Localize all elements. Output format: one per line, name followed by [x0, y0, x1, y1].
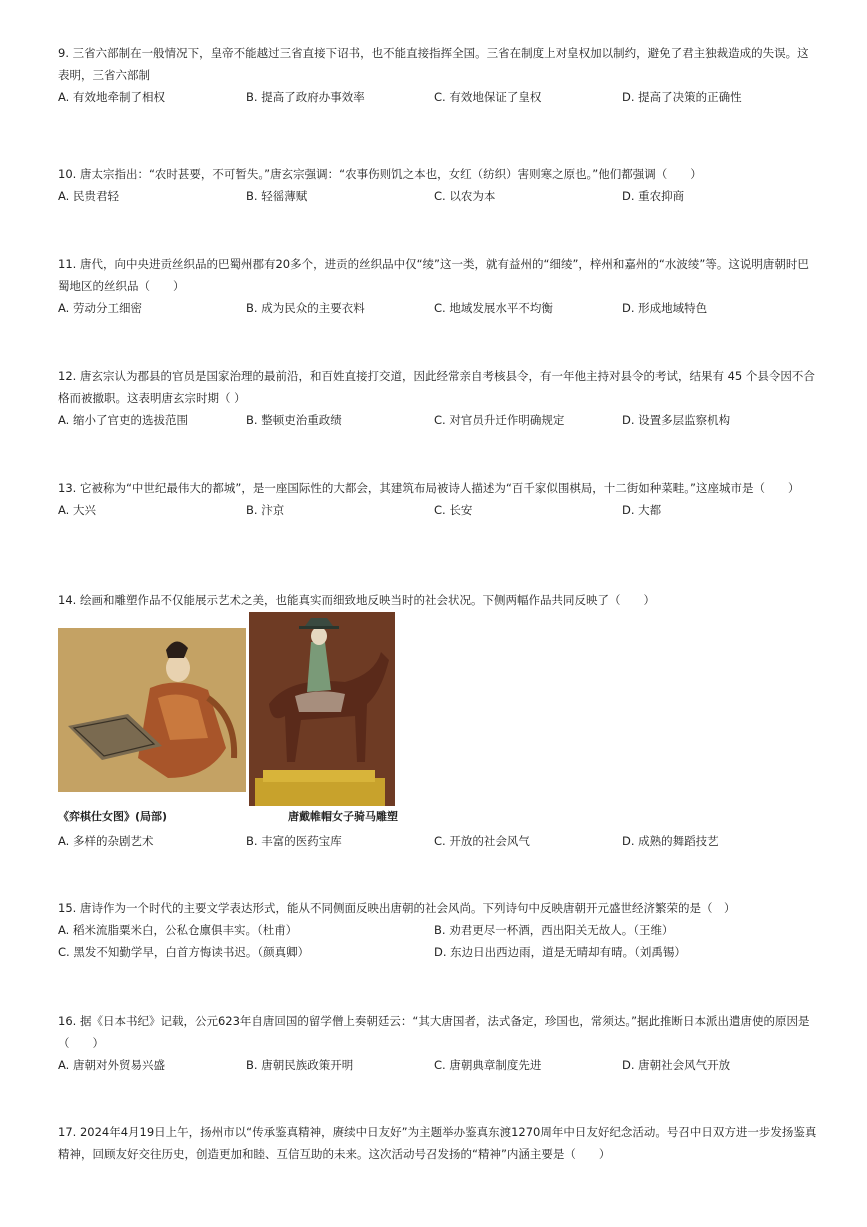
question-14-options	[58, 830, 818, 852]
question-stem: 10. 唐太宗指出：“农时甚要，不可暂失。”唐玄宗强调：“农事伤则饥之本也，女红（纺织）害则寒之原也。”他们都强调（ ）	[58, 167, 702, 181]
options-row	[58, 499, 818, 521]
question-14	[58, 589, 818, 611]
options-row	[58, 941, 818, 963]
question-stem: 12. 唐玄宗认为郡县的官员是国家治理的最前沿，和百姓直接打交道，因此经常亲自考核县令，有一年他主持对县令的考试，结果有 45 个县令因不合格而被撤职。这表明唐玄宗时期（ ）	[58, 369, 815, 405]
option-b[interactable]: B. 汴京	[246, 503, 285, 517]
question-13	[58, 477, 818, 521]
option-a[interactable]: A. 唐朝对外贸易兴盛	[58, 1058, 165, 1072]
question-16	[58, 1010, 818, 1076]
option-d[interactable]: D. 成熟的舞蹈技艺	[622, 834, 719, 848]
option-a[interactable]: A. 多样的杂剧艺术	[58, 834, 154, 848]
option-d[interactable]: D. 东边日出西边雨，道是无晴却有晴。（刘禹锡）	[434, 945, 686, 959]
option-c[interactable]: C. 有效地保证了皇权	[434, 90, 542, 104]
option-c[interactable]: C. 开放的社会风气	[434, 834, 530, 848]
question-stem: 14. 绘画和雕塑作品不仅能展示艺术之美，也能真实而细致地反映当时的社会状况。下侧两幅作品共同反映了（ ）	[58, 593, 655, 607]
option-d[interactable]: D. 重农抑商	[622, 189, 685, 203]
options-row	[58, 409, 818, 431]
question-9	[58, 42, 818, 108]
option-c[interactable]: C. 对官员升迁作明确规定	[434, 413, 565, 427]
option-c[interactable]: C. 以农为本	[434, 189, 496, 203]
option-d[interactable]: D. 形成地域特色	[622, 301, 708, 315]
options-row	[58, 185, 818, 207]
option-b[interactable]: B. 唐朝民族政策开明	[246, 1058, 354, 1072]
options-row	[58, 919, 818, 941]
option-c[interactable]: C. 地域发展水平不均衡	[434, 301, 553, 315]
sculpture-image	[249, 612, 395, 806]
option-b[interactable]: B. 成为民众的主要衣料	[246, 301, 365, 315]
option-a[interactable]: A. 大兴	[58, 503, 96, 517]
option-b[interactable]: B. 整顿吏治重政绩	[246, 413, 342, 427]
question-17	[58, 1121, 818, 1165]
option-d[interactable]: D. 提高了决策的正确性	[622, 90, 742, 104]
option-a[interactable]: A. 劳动分工细密	[58, 301, 142, 315]
question-12	[58, 365, 818, 431]
question-stem: 16. 据《日本书纪》记载，公元623年自唐回国的留学僧上奏朝廷云：“其大唐国者，法式备定，珍国也，常须达。”据此推断日本派出遣唐使的原因是（ ）	[58, 1014, 810, 1050]
option-c[interactable]: C. 黑发不知勤学早，白首方悔读书迟。（颜真卿）	[58, 945, 310, 959]
question-stem: 11. 唐代，向中央进贡丝织品的巴蜀州郡有20多个，进贡的丝织品中仅“绫”这一类，就有益州的“细绫”，梓州和嘉州的“水波绫”等。这说明唐朝时巴蜀地区的丝织品（ ）	[58, 257, 809, 293]
option-d[interactable]: D. 设置多层监察机构	[622, 413, 731, 427]
option-a[interactable]: A. 稻米流脂粟米白，公私仓廪俱丰实。（杜甫）	[58, 923, 298, 937]
options-row	[58, 297, 818, 319]
option-a[interactable]: A. 民贵君轻	[58, 189, 119, 203]
options-row	[58, 86, 818, 108]
question-11	[58, 253, 818, 319]
option-a[interactable]: A. 缩小了官吏的选拔范围	[58, 413, 188, 427]
option-c[interactable]: C. 唐朝典章制度先进	[434, 1058, 542, 1072]
painting-image	[58, 628, 246, 792]
option-d[interactable]: D. 大都	[622, 503, 662, 517]
option-a[interactable]: A. 有效地牵制了相权	[58, 90, 165, 104]
option-b[interactable]: B. 丰富的医药宝库	[246, 834, 342, 848]
question-stem: 13. 它被称为“中世纪最伟大的都城”，是一座国际性的大都会，其建筑布局被诗人描述为“百千家似围棋局，十二街如种菜畦。”这座城市是（ ）	[58, 481, 800, 495]
option-c[interactable]: C. 长安	[434, 503, 473, 517]
option-b[interactable]: B. 轻徭薄赋	[246, 189, 308, 203]
question-stem: 9. 三省六部制在一般情况下，皇帝不能越过三省直接下诏书，也不能直接指挥全国。三省在制度上对皇权加以制约，避免了君主独裁造成的失误。这表明，三省六部制	[58, 46, 809, 82]
question-10	[58, 163, 818, 207]
question-15	[58, 897, 818, 963]
question-stem: 15. 唐诗作为一个时代的主要文学表达形式，能从不同侧面反映出唐朝的社会风尚。下列诗句中反映唐朝开元盛世经济繁荣的是（ ）	[58, 901, 736, 915]
option-b[interactable]: B. 提高了政府办事效率	[246, 90, 365, 104]
question-14-figures	[58, 612, 418, 830]
option-b[interactable]: B. 劝君更尽一杯酒，西出阳关无故人。（王维）	[434, 923, 674, 937]
figure-caption: 《弈棋仕女图》(局部)	[58, 810, 168, 823]
option-d[interactable]: D. 唐朝社会风气开放	[622, 1058, 731, 1072]
question-stem: 17. 2024年4月19日上午，扬州市以“传承鉴真精神，赓续中日友好”为主题举办鉴真东渡1270周年中日友好纪念活动。号召中日双方进一步发扬鉴真精神，回顾友好交往历史，创造更加和睦、互信互助的未来。这次活动号召发扬的“精神”内涵主要是（ ）	[58, 1125, 817, 1161]
options-row	[58, 1054, 818, 1076]
figure-caption: 唐戴帷帽女子骑马雕塑	[288, 810, 398, 823]
options-row	[58, 830, 818, 852]
